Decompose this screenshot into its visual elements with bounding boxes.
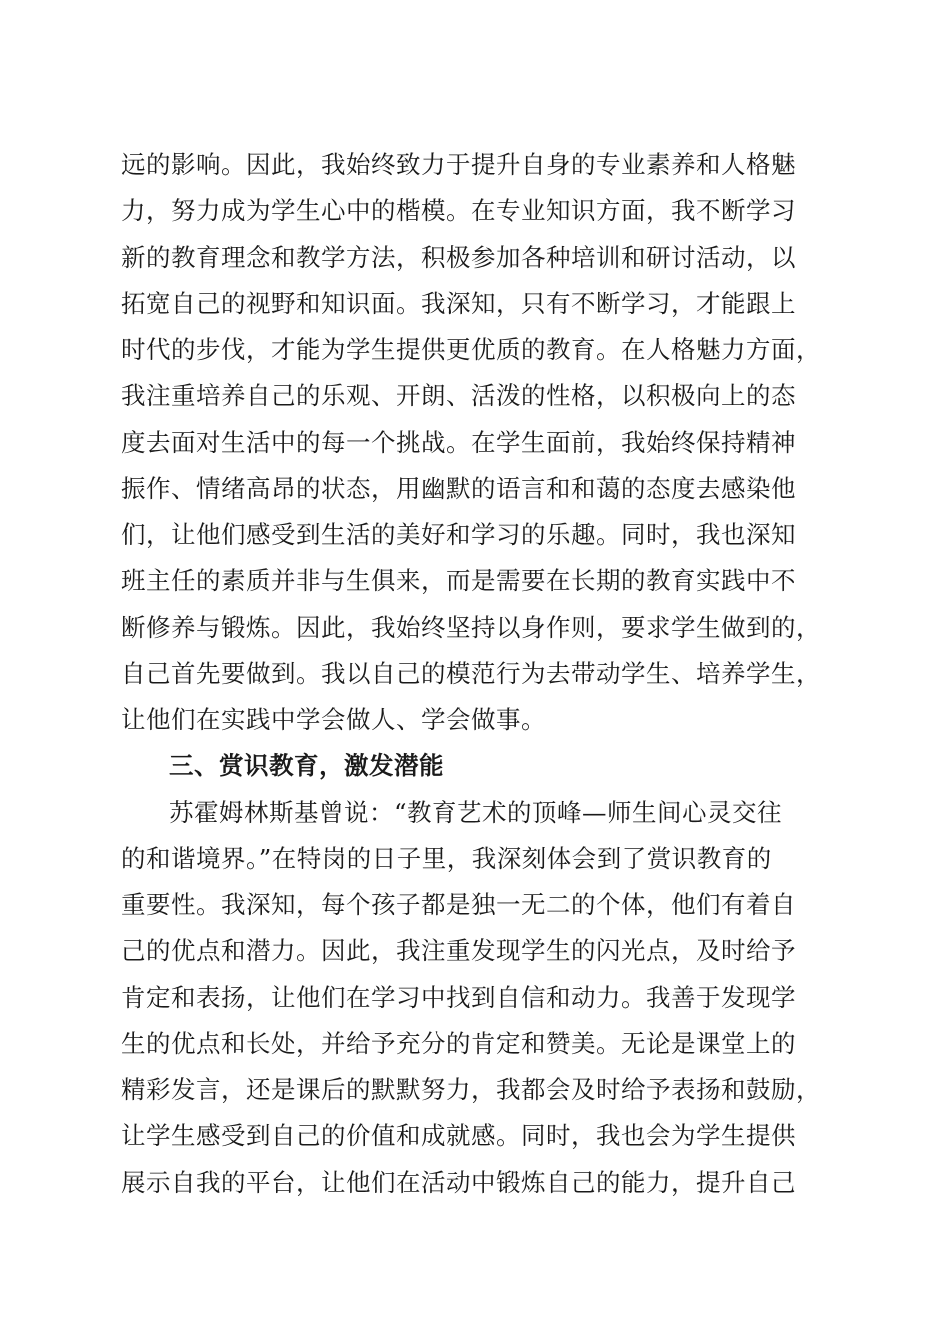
body-text <box>121 142 831 1206</box>
section-heading: 三、赏识教育，激发潜能 <box>169 751 444 781</box>
text-line: 力，努力成为学生心中的楷模。在专业知识方面，我不断学习 <box>121 196 796 226</box>
text-line: 断修养与锻炼。因此，我始终坚持以身作则，要求学生做到的， <box>121 612 821 642</box>
text-line: 自己首先要做到。我以自己的模范行为去带动学生、培养学生， <box>121 658 821 688</box>
text-line: 时代的步伐，才能为学生提供更优质的教育。在人格魅力方面， <box>121 335 821 364</box>
text-line: 展示自我的平台，让他们在活动中锻炼自己的能力，提升自己 <box>121 1167 796 1197</box>
text-line: 重要性。我深知，每个孩子都是独一无二的个体，他们有着自 <box>121 890 796 919</box>
text-line: 苏霍姆林斯基曾说：“教育艺术的顶峰—师生间心灵交往 <box>169 797 783 827</box>
text-line: 我注重培养自己的乐观、开朗、活泼的性格，以积极向上的态 <box>121 381 796 411</box>
text-line: 己的优点和潜力。因此，我注重发现学生的闪光点，及时给予 <box>121 936 796 966</box>
text-line: 远的影响。因此，我始终致力于提升自身的专业素养和人格魅 <box>121 150 796 179</box>
text-line: 精彩发言，还是课后的默默努力，我都会及时给予表扬和鼓励， <box>121 1075 821 1104</box>
text-line: 新的教育理念和教学方法，积极参加各种培训和研讨活动，以 <box>121 242 796 272</box>
text-line: 度去面对生活中的每一个挑战。在学生面前，我始终保持精神 <box>121 427 796 457</box>
text-line: 让学生感受到自己的价值和成就感。同时，我也会为学生提供 <box>121 1121 796 1151</box>
text-line: 让他们在实践中学会做人、学会做事。 <box>121 705 546 734</box>
text-line: 振作、情绪高昂的状态，用幽默的语言和和蔼的态度去感染他 <box>121 473 796 503</box>
text-line: 拓宽自己的视野和知识面。我深知，只有不断学习，才能跟上 <box>121 288 796 318</box>
text-line: 生的优点和长处，并给予充分的肯定和赞美。无论是课堂上的 <box>121 1028 796 1058</box>
text-line: 肯定和表扬，让他们在学习中找到自信和动力。我善于发现学 <box>121 982 796 1012</box>
text-line: 们，让他们感受到生活的美好和学习的乐趣。同时，我也深知 <box>121 520 796 549</box>
text-line: 的和谐境界。”在特岗的日子里，我深刻体会到了赏识教育的 <box>121 843 772 873</box>
text-line: 班主任的素质并非与生俱来，而是需要在长期的教育实践中不 <box>121 566 796 596</box>
